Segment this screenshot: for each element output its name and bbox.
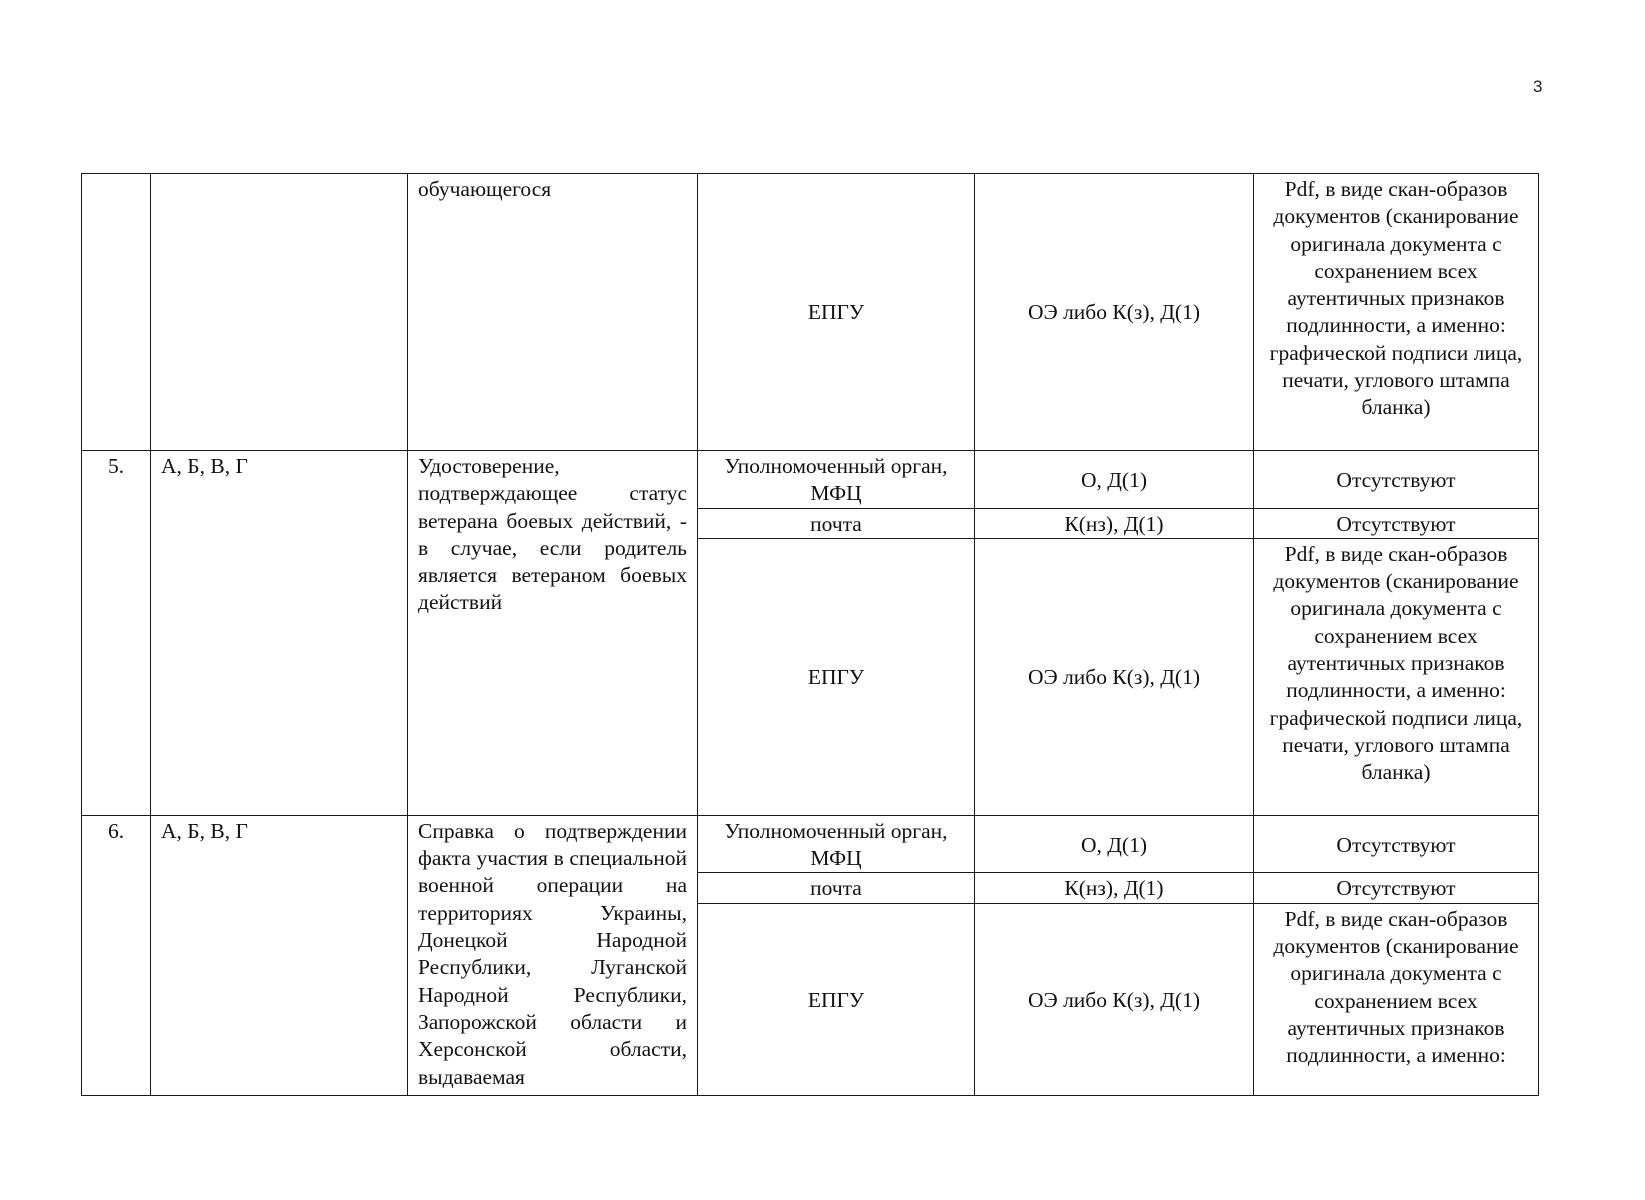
- format-cell: Pdf, в виде скан-образов документов (сканирование оригинала документа с сохранением всех аутентичных признаков подлинности, а именно: графической подписи лица, печати, углового штампа бланка): [1254, 538, 1539, 815]
- format-cell: Отсутствуют: [1254, 815, 1539, 873]
- categories-cell: [151, 174, 408, 451]
- channel-cell: почта: [698, 508, 975, 538]
- form-cell: К(нз), Д(1): [975, 508, 1254, 538]
- table-row: [82, 451, 1539, 509]
- document-name-cell: Справка о подтверждении факта участия в специальной военной операции на территориях Украины, Донецкой Народной Республики, Луганской Народной Республики, Запорожской области и Херсонской области, выдаваемая: [408, 815, 698, 1095]
- channel-cell: ЕПГУ: [698, 903, 975, 1095]
- table-row: [82, 815, 1539, 873]
- channel-cell: ЕПГУ: [698, 174, 975, 451]
- form-cell: ОЭ либо К(з), Д(1): [975, 174, 1254, 451]
- channel-cell: почта: [698, 873, 975, 903]
- channel-cell: Уполномоченный орган, МФЦ: [698, 451, 975, 509]
- form-cell: О, Д(1): [975, 451, 1254, 509]
- format-cell: Отсутствуют: [1254, 873, 1539, 903]
- form-cell: О, Д(1): [975, 815, 1254, 873]
- form-cell: ОЭ либо К(з), Д(1): [975, 903, 1254, 1095]
- format-cell: Pdf, в виде скан-образов документов (сканирование оригинала документа с сохранением всех аутентичных признаков подлинности, а именно:: [1254, 903, 1539, 1095]
- format-cell: Отсутствуют: [1254, 508, 1539, 538]
- channel-cell: Уполномоченный орган, МФЦ: [698, 815, 975, 873]
- categories-cell: А, Б, В, Г: [151, 451, 408, 816]
- row-number-cell: 6.: [82, 815, 151, 1095]
- format-cell: Отсутствуют: [1254, 451, 1539, 509]
- document-name-cell: обучающегося: [408, 174, 698, 451]
- categories-cell: А, Б, В, Г: [151, 815, 408, 1095]
- channel-cell: ЕПГУ: [698, 538, 975, 815]
- form-cell: К(нз), Д(1): [975, 873, 1254, 903]
- format-cell: Pdf, в виде скан-образов документов (сканирование оригинала документа с сохранением всех аутентичных признаков подлинности, а именно: графической подписи лица, печати, углового штампа бланка): [1254, 174, 1539, 451]
- page-number: 3: [1533, 77, 1543, 96]
- document-name-cell: Удостоверение, подтверждающее статус ветерана боевых действий, - в случае, если родитель является ветераном боевых действий: [408, 451, 698, 816]
- row-number-cell: [82, 174, 151, 451]
- table-row: [82, 174, 1539, 451]
- form-cell: ОЭ либо К(з), Д(1): [975, 538, 1254, 815]
- documents-table: [81, 173, 1539, 1096]
- row-number-cell: 5.: [82, 451, 151, 816]
